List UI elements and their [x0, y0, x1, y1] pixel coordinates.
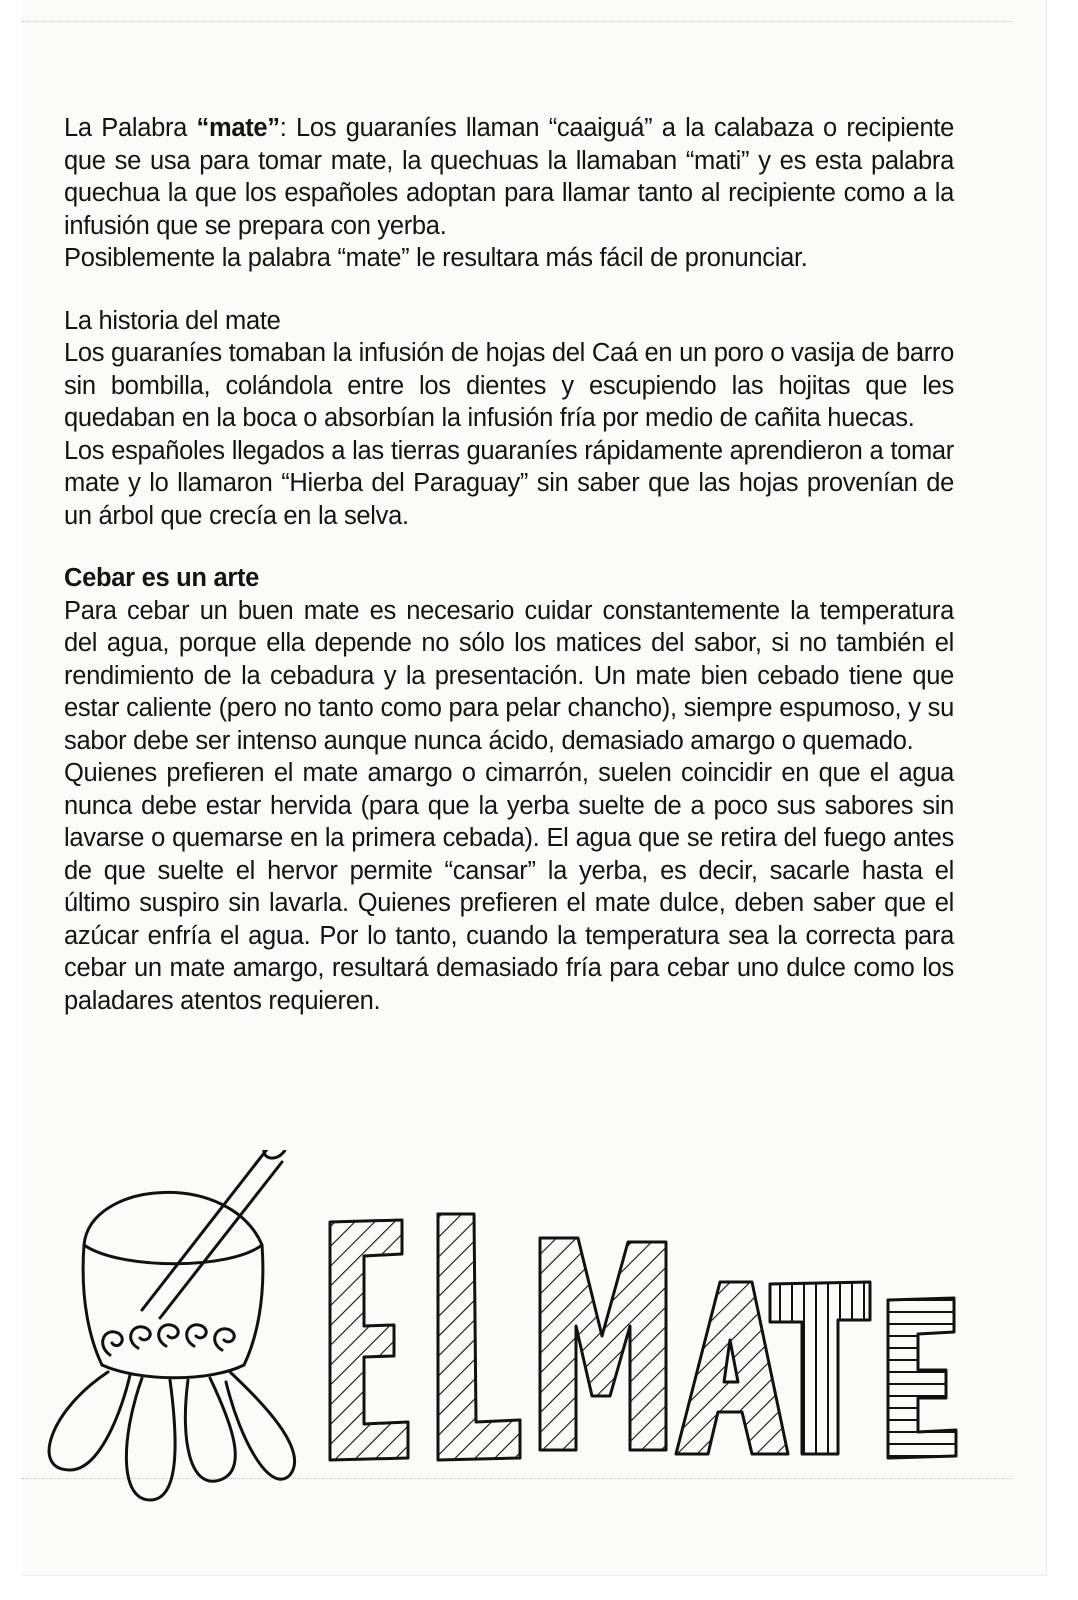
intro-paragraph	[64, 112, 954, 242]
letter-m	[540, 1238, 666, 1450]
history-paragraph-2: Los españoles llegados a las tierras guaraníes rápidamente aprendieron a tomar mate y lo llamaron “Hierba del Paraguay” sin saber que las hojas provenían de un árbol que crecía en la selva.	[64, 436, 954, 530]
elmate-lettering	[330, 1214, 956, 1460]
cebar-heading: Cebar es un arte	[64, 564, 260, 592]
history-title: La historia del mate	[64, 306, 281, 335]
mate-gourd-icon	[49, 1150, 294, 1500]
letter-e-2	[888, 1298, 956, 1458]
intro-term: “mate”	[196, 114, 280, 142]
cebar-paragraph-1: Para cebar un buen mate es necesario cuidar constantemente la temperatura del agua, porque ella depende no sólo los matices del sabor, si no también el rendimiento de la cebadura y la presentación. Un mate bien cebado tiene que estar caliente (pero no tanto como para pelar chancho), siempre espumoso, y su sabor debe ser intenso aunque nunca ácido, demasiado amargo o quemado.	[64, 596, 954, 755]
letter-l	[438, 1214, 520, 1460]
history-paragraph-1: Los guaraníes tomaban la infusión de hojas del Caá en un poro o vasija de barro sin bombilla, colándola entre los dientes y escupiendo las hojitas que les quedaban en la boca o absorbían la infusión fría por medio de cañita huecas.	[64, 339, 954, 432]
intro-lead: La Palabra	[64, 114, 197, 142]
intro-text: : Los guaraníes llaman “caaiguá” a la calabaza o recipiente que se usa para tomar mate, la quechuas la llamaban “mati” y es esta palabra quechua la que los españoles adoptan para llamar tanto al recipiente como a la infusión que se prepara con yerba.	[64, 114, 954, 240]
el-mate-drawing	[30, 1150, 990, 1590]
cebar-paragraph-2: Quienes prefieren el mate amargo o cimarrón, suelen coincidir en que el agua nunca debe estar hervida (para que la yerba suelte de a poco sus sabores sin lavarse o quemarse en la primera cebada). El agua que se retira del fuego antes de que suelte el hervor permite “cansar” la yerba, es decir, sacarle hasta el último suspiro sin lavarla. Quienes prefieren el mate dulce, deben saber que el azúcar enfría el agua. Por lo tanto, cuando la temperatura sea la correcta para cebar un mate amargo, resultará demasiado fría para cebar uno dulce como los paladares atentos requieren.	[64, 759, 954, 1015]
intro-closing: Posiblemente la palabra “mate” le resultara más fácil de pronunciar.	[64, 244, 808, 272]
document-body	[64, 112, 954, 1017]
letter-e-1	[330, 1220, 408, 1460]
letter-t	[770, 1282, 870, 1454]
top-dotted-line	[22, 21, 1012, 22]
